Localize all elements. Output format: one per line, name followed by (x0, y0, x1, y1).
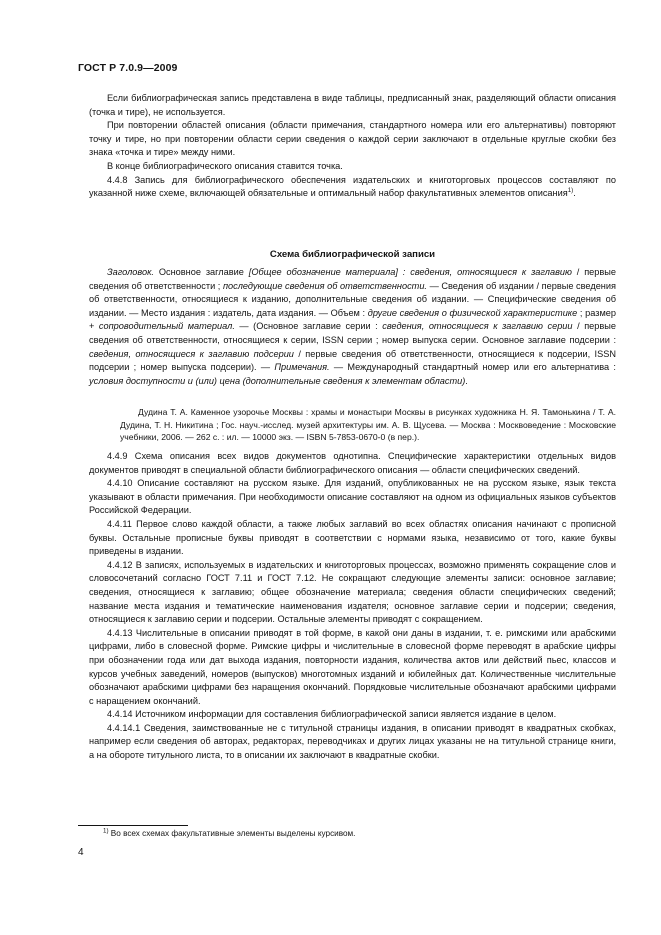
scheme-text (89, 266, 616, 388)
scheme-part: ; размер + (89, 307, 616, 332)
scheme-block (89, 266, 616, 388)
footnote-reference: 1) (567, 187, 574, 195)
footnote-divider (78, 825, 188, 826)
standard-header: ГОСТ Р 7.0.9—2009 (78, 62, 178, 74)
scheme-part: [Общее обозначение материала] : сведения, относящиеся к заглавию (248, 267, 572, 277)
section-4-4-8-end: . (573, 188, 576, 199)
section-4-4-8 (89, 174, 616, 201)
section-4-4-8-text: 4.4.8 Запись для библиографического обеспечения издательских и книготорговых процессов составляют по указанной ниже схеме, включающей обязательные и оптимальный набор факультативных элементов описания (89, 174, 616, 199)
scheme-part: . (465, 375, 468, 386)
example-record: Дудина Т. А. Каменное узорочье Москвы : храмы и монастыри Москвы в рисунках художника Н. Я. Тамонькина / Т. А. Дудина, Т. Н. Никитина ; Гос. науч.-исслед. музей архитектуры им. А. В. Щусева. — Москва : Москвоведение : Московские учебники, 2006. — 262 с. : ил. — 10000 экз. — ISBN 5-7853-0670-0 (в пер.). (120, 407, 616, 443)
scheme-part: / первые сведения об ответственности, относящиеся к подсерии, ISSN подсерии ; номер выпуска подсерии). — (89, 348, 616, 373)
scheme-title: Схема библиографической записи (269, 249, 436, 260)
scheme-part: Заголовок. (107, 267, 154, 277)
footnote (103, 828, 355, 840)
scheme-part: последующие сведения об ответственности. (222, 280, 427, 291)
scheme-part: — Международный стандартный номер или его альтернатива : (329, 362, 616, 373)
section-4-4-12: 4.4.12 В записях, используемых в издательских и книготорговых процессах, возможно применять сокращение слов и словосочетаний согласно ГОСТ 7.11 и ГОСТ 7.12. Не сокращают следующие элементы записи: основное заглавие; сведения, относящиеся к заглавию; общее обозначение материала; сведения области специфических сведений; название места издания и тематические наименования издателя; основное заглавие серии и подсерии; сведения, относящиеся к заглавию серии и подсерии. Остальные элементы приводят с сокращением. (89, 559, 616, 625)
footnote-mark: 1) (103, 827, 109, 835)
scheme-part: Примечания. (274, 362, 330, 373)
page-number: 4 (78, 847, 84, 858)
scheme-part: / первые сведения об ответственности, относящиеся к серии, ISSN серии ; номер выпуска серии. Основное заглавие подсерии : (89, 321, 616, 345)
footnote-text: Во всех схемах факультативные элементы выделены курсивом. (108, 829, 356, 838)
scheme-part: сопроводительный материал. (98, 321, 235, 332)
section-4-4-9: 4.4.9 Схема описания всех видов документов однотипна. Специфические характеристики отдельных видов документов приводят в специальной области библиографического описания — области специфических сведений. (89, 451, 616, 475)
intro-block (89, 92, 616, 201)
scheme-part: / первые сведения об ответственности ; (89, 267, 616, 291)
scheme-part: — (Основное заглавие серии : (234, 321, 383, 332)
scheme-part: другие сведения о физической характеристике (367, 307, 578, 318)
scheme-part: сведения, относящиеся к заглавию серии (382, 321, 573, 332)
sections-block (89, 450, 616, 763)
scheme-part: Основное заглавие (153, 267, 249, 277)
intro-paragraph-2: При повторении областей описания (области примечания, стандартного номера или его альтернативы) повторяют точку и тире, но при повторении области серии сведения о каждой серии заключают в отдельные круглые скобки без знака «точка и тире» между ними. (89, 120, 616, 158)
section-4-4-14-1: 4.4.14.1 Сведения, заимствованные не с титульной страницы издания, в описании приводят в квадратных скобках, например если сведения об авторах, редакторах, переводчиках и других лицах указаны не на титульной странице книги, а на обороте титульного листа, то в описании их заключают в квадратные скобки. (89, 722, 616, 761)
section-4-4-11: 4.4.11 Первое слово каждой области, а также любых заглавий во всех областях описания начинают с прописной буквы. Остальные прописные буквы приводят в соответствии с нормами языка, независимо от того, какие буквы приведены в издании. (89, 518, 616, 557)
section-4-4-13: 4.4.13 Числительные в описании приводят в той форме, в какой они даны в издании, т. е. римскими или арабскими цифрами, либо в словесной форме. Римские цифры и числительные в словесной форме переводят в арабские цифры при обозначении года или дат выхода издания, повторности издания, количества актов или действий пьес, классов и курсов учебных заведений, номеров (выпусков) многотомных изданий и юбилейных дат. Количественные числительные обозначают арабскими цифрами без наращения окончаний. Порядковые числительные обозначают арабскими цифрами с наращением окончаний. (89, 627, 616, 706)
scheme-part: сведения, относящиеся к заглавию подсерии (89, 348, 294, 359)
example-block (120, 406, 616, 444)
intro-paragraph-3: В конце библиографического описания ставится точка. (107, 160, 343, 171)
intro-paragraph-1: Если библиографическая запись представлена в виде таблицы, предписанный знак, разделяющий области описания (точка и тире), не используется. (89, 93, 616, 117)
scheme-part: условия доступности и (или) цена (дополнительные сведения к элементам области) (89, 375, 466, 386)
scheme-part: — Сведения об издании / первые сведения об ответственности, относящиеся к изданию, дополнительные сведения об издании. — Специфические сведения об издании. — Место издания : издатель, дата издания. — Объем : (89, 280, 616, 318)
section-4-4-10: 4.4.10 Описание составляют на русском языке. Для изданий, опубликованных не на русском языке, язык текста указывают в области примечания. При необходимости описание составляют на одном из официальных языков субъектов Российской Федерации. (89, 478, 616, 516)
section-4-4-14: 4.4.14 Источником информации для составления библиографической записи является издание в целом. (107, 709, 557, 720)
